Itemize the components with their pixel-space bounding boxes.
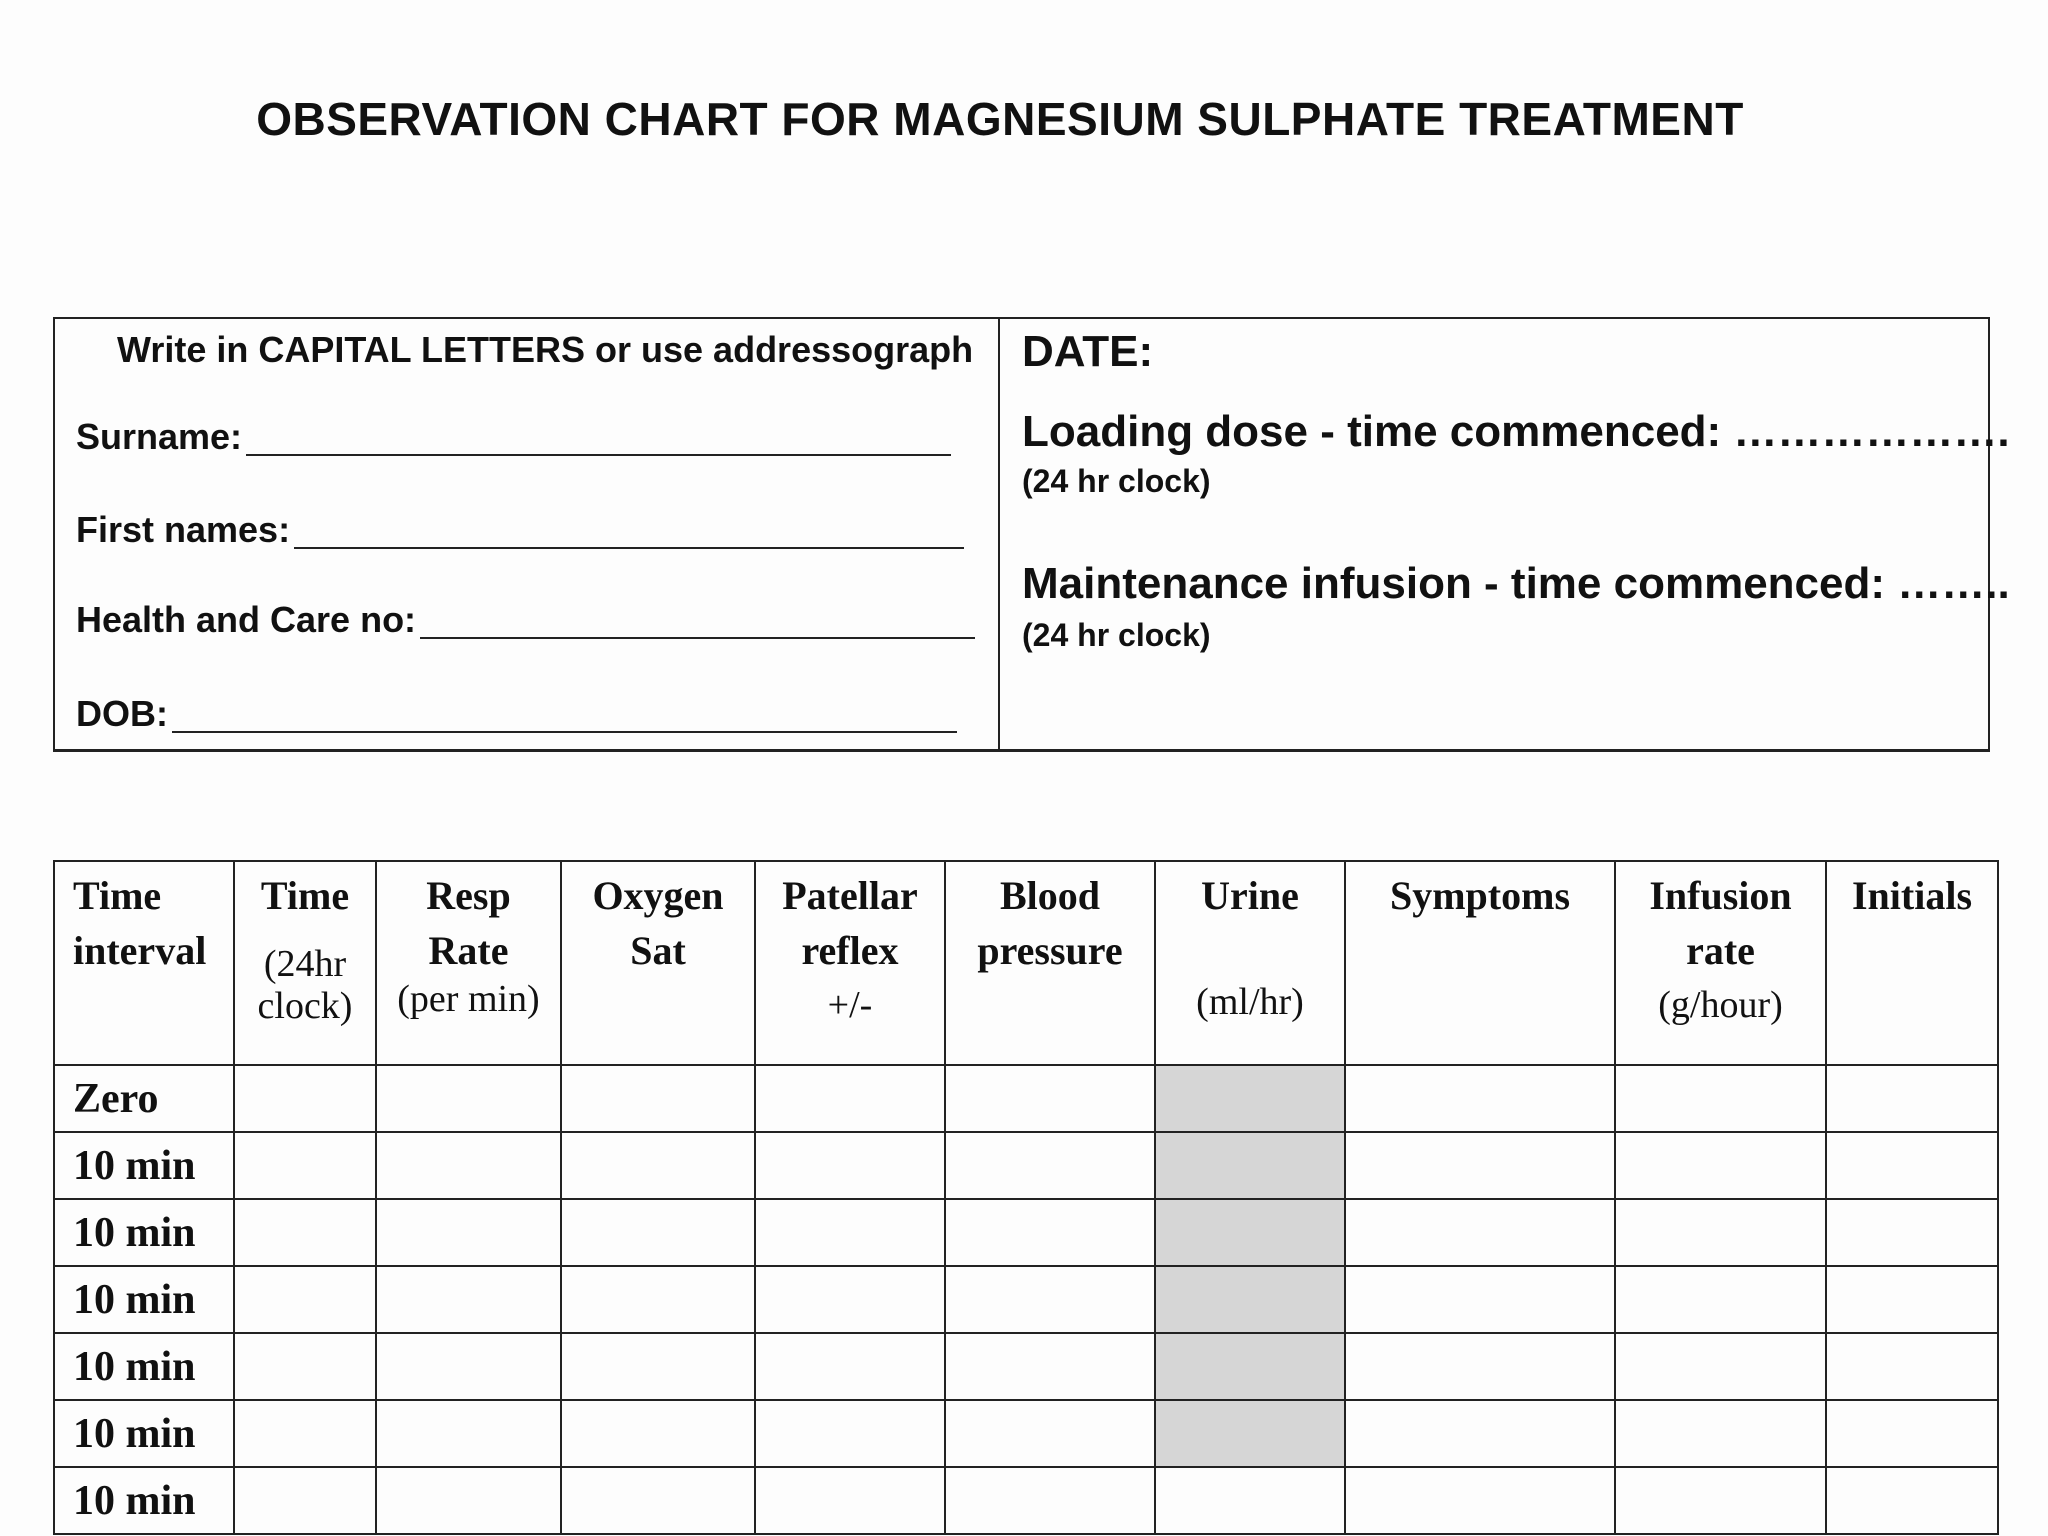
initials-cell[interactable] [1826,1400,1998,1467]
blood-pressure-cell[interactable] [945,1132,1155,1199]
blood-pressure-cell[interactable] [945,1199,1155,1266]
instruction-text: Write in CAPITAL LETTERS or use addressograph [117,329,974,370]
blood-pressure-cell[interactable] [945,1065,1155,1132]
header-text: Oxygen [592,873,724,918]
infusion-rate-cell[interactable] [1615,1333,1826,1400]
time-cell[interactable] [234,1467,376,1534]
col-header-infusion-rate [1615,861,1826,1065]
patient-identity-section [55,319,1000,749]
col-header-symptoms [1345,861,1615,1065]
infusion-rate-cell[interactable] [1615,1266,1826,1333]
col-header-urine [1155,861,1345,1065]
header-text: Symptoms [1389,873,1571,918]
infusion-rate-cell[interactable] [1615,1065,1826,1132]
surname-field[interactable] [76,416,951,458]
patellar-reflex-cell[interactable] [755,1467,945,1534]
initials-cell[interactable] [1826,1065,1998,1132]
resp-rate-cell[interactable] [376,1333,561,1400]
symptoms-cell[interactable] [1345,1266,1615,1333]
time-cell[interactable] [234,1199,376,1266]
page-title: OBSERVATION CHART FOR MAGNESIUM SULPHATE TREATMENT [256,93,1744,145]
health-care-no-line[interactable] [420,637,975,639]
first-names-field[interactable] [76,509,964,551]
urine-cell[interactable] [1155,1266,1345,1333]
header-text: Time [73,873,162,918]
dob-field[interactable] [76,693,957,735]
blood-pressure-cell[interactable] [945,1333,1155,1400]
header-subtext: (24hr [263,943,347,985]
symptoms-cell[interactable] [1345,1333,1615,1400]
surname-label: Surname: [76,416,243,457]
header-text: Patellar [782,873,918,918]
time-cell[interactable] [234,1065,376,1132]
header-text: Urine [1201,873,1299,918]
time-cell[interactable] [234,1266,376,1333]
table-row [54,1467,1998,1534]
dob-label: DOB: [76,693,168,734]
urine-cell[interactable] [1155,1132,1345,1199]
blood-pressure-cell[interactable] [945,1266,1155,1333]
header-text: Sat [630,928,686,973]
col-header-blood-pressure [945,861,1155,1065]
observation-table [53,860,1999,1535]
loading-dose-clock-note: (24 hr clock) [1022,463,1211,499]
table-row [54,1199,1998,1266]
time-interval-cell: 10 min [54,1199,234,1266]
header-text: rate [1686,928,1755,973]
resp-rate-cell[interactable] [376,1467,561,1534]
table-row [54,1333,1998,1400]
infusion-rate-cell[interactable] [1615,1400,1826,1467]
header-subtext: clock) [257,985,353,1027]
col-header-patellar-reflex [755,861,945,1065]
time-cell[interactable] [234,1400,376,1467]
time-interval-cell: 10 min [54,1467,234,1534]
first-names-line[interactable] [294,547,964,549]
infusion-rate-cell[interactable] [1615,1199,1826,1266]
oxygen-sat-cell[interactable] [561,1467,755,1534]
symptoms-cell[interactable] [1345,1467,1615,1534]
oxygen-sat-cell[interactable] [561,1333,755,1400]
maintenance-clock-note: (24 hr clock) [1022,617,1211,653]
col-header-time-interval [54,861,234,1065]
treatment-times-section [1000,319,2010,749]
header-text: Resp [426,873,511,918]
col-header-oxygen-sat [561,861,755,1065]
initials-cell[interactable] [1826,1199,1998,1266]
urine-cell[interactable] [1155,1467,1345,1534]
symptoms-cell[interactable] [1345,1132,1615,1199]
symptoms-cell[interactable] [1345,1065,1615,1132]
patellar-reflex-cell[interactable] [755,1199,945,1266]
header-row [54,861,1998,1065]
patellar-reflex-cell[interactable] [755,1333,945,1400]
infusion-rate-cell[interactable] [1615,1467,1826,1534]
health-care-no-field[interactable] [76,599,975,641]
header-text: Infusion [1649,873,1792,918]
urine-cell[interactable] [1155,1400,1345,1467]
resp-rate-cell[interactable] [376,1400,561,1467]
blood-pressure-cell[interactable] [945,1400,1155,1467]
time-cell[interactable] [234,1333,376,1400]
initials-cell[interactable] [1826,1467,1998,1534]
header-subtext: (g/hour) [1658,984,1783,1026]
time-cell[interactable] [234,1132,376,1199]
header-text: Rate [428,928,509,973]
time-interval-cell: 10 min [54,1266,234,1333]
header-subtext: +/- [827,984,873,1026]
col-header-resp-rate [376,861,561,1065]
header-text: Initials [1851,873,1973,918]
table-row [54,1065,1998,1132]
col-header-time [234,861,376,1065]
time-interval-cell: 10 min [54,1400,234,1467]
maintenance-infusion-label[interactable]: Maintenance infusion - time commenced: …….. [1022,559,2010,608]
surname-line[interactable] [246,454,951,456]
initials-cell[interactable] [1826,1132,1998,1199]
patellar-reflex-cell[interactable] [755,1065,945,1132]
col-header-initials [1826,861,1998,1065]
symptoms-cell[interactable] [1345,1400,1615,1467]
table-row [54,1400,1998,1467]
initials-cell[interactable] [1826,1333,1998,1400]
patellar-reflex-cell[interactable] [755,1266,945,1333]
header-text: Time [260,873,350,918]
patellar-reflex-cell[interactable] [755,1400,945,1467]
table-row [54,1266,1998,1333]
urine-cell[interactable] [1155,1065,1345,1132]
initials-cell[interactable] [1826,1266,1998,1333]
urine-cell[interactable] [1155,1199,1345,1266]
first-names-label: First names: [76,509,291,550]
observation-rows [54,1065,1998,1534]
loading-dose-label[interactable]: Loading dose - time commenced: ………………. [1022,407,2010,456]
health-care-no-label: Health and Care no: [76,599,417,640]
urine-cell[interactable] [1155,1333,1345,1400]
header-text: pressure [977,928,1123,973]
resp-rate-cell[interactable] [376,1132,561,1199]
time-interval-cell: 10 min [54,1132,234,1199]
time-interval-cell: 10 min [54,1333,234,1400]
symptoms-cell[interactable] [1345,1199,1615,1266]
header-text: interval [73,928,207,973]
oxygen-sat-cell[interactable] [561,1400,755,1467]
infusion-rate-cell[interactable] [1615,1132,1826,1199]
patellar-reflex-cell[interactable] [755,1132,945,1199]
time-interval-cell: Zero [54,1065,234,1132]
patient-details-box [53,317,2010,752]
header-subtext: (per min) [397,978,540,1020]
resp-rate-cell[interactable] [376,1199,561,1266]
resp-rate-cell[interactable] [376,1065,561,1132]
blood-pressure-cell[interactable] [945,1467,1155,1534]
header-text: reflex [801,928,899,973]
dob-line[interactable] [172,731,957,733]
date-label[interactable]: DATE: [1022,327,1154,376]
oxygen-sat-cell[interactable] [561,1266,755,1333]
resp-rate-cell[interactable] [376,1266,561,1333]
oxygen-sat-cell[interactable] [561,1065,755,1132]
oxygen-sat-cell[interactable] [561,1132,755,1199]
table-row [54,1132,1998,1199]
oxygen-sat-cell[interactable] [561,1199,755,1266]
header-subtext: (ml/hr) [1196,981,1304,1023]
header-text: Blood [999,873,1101,918]
